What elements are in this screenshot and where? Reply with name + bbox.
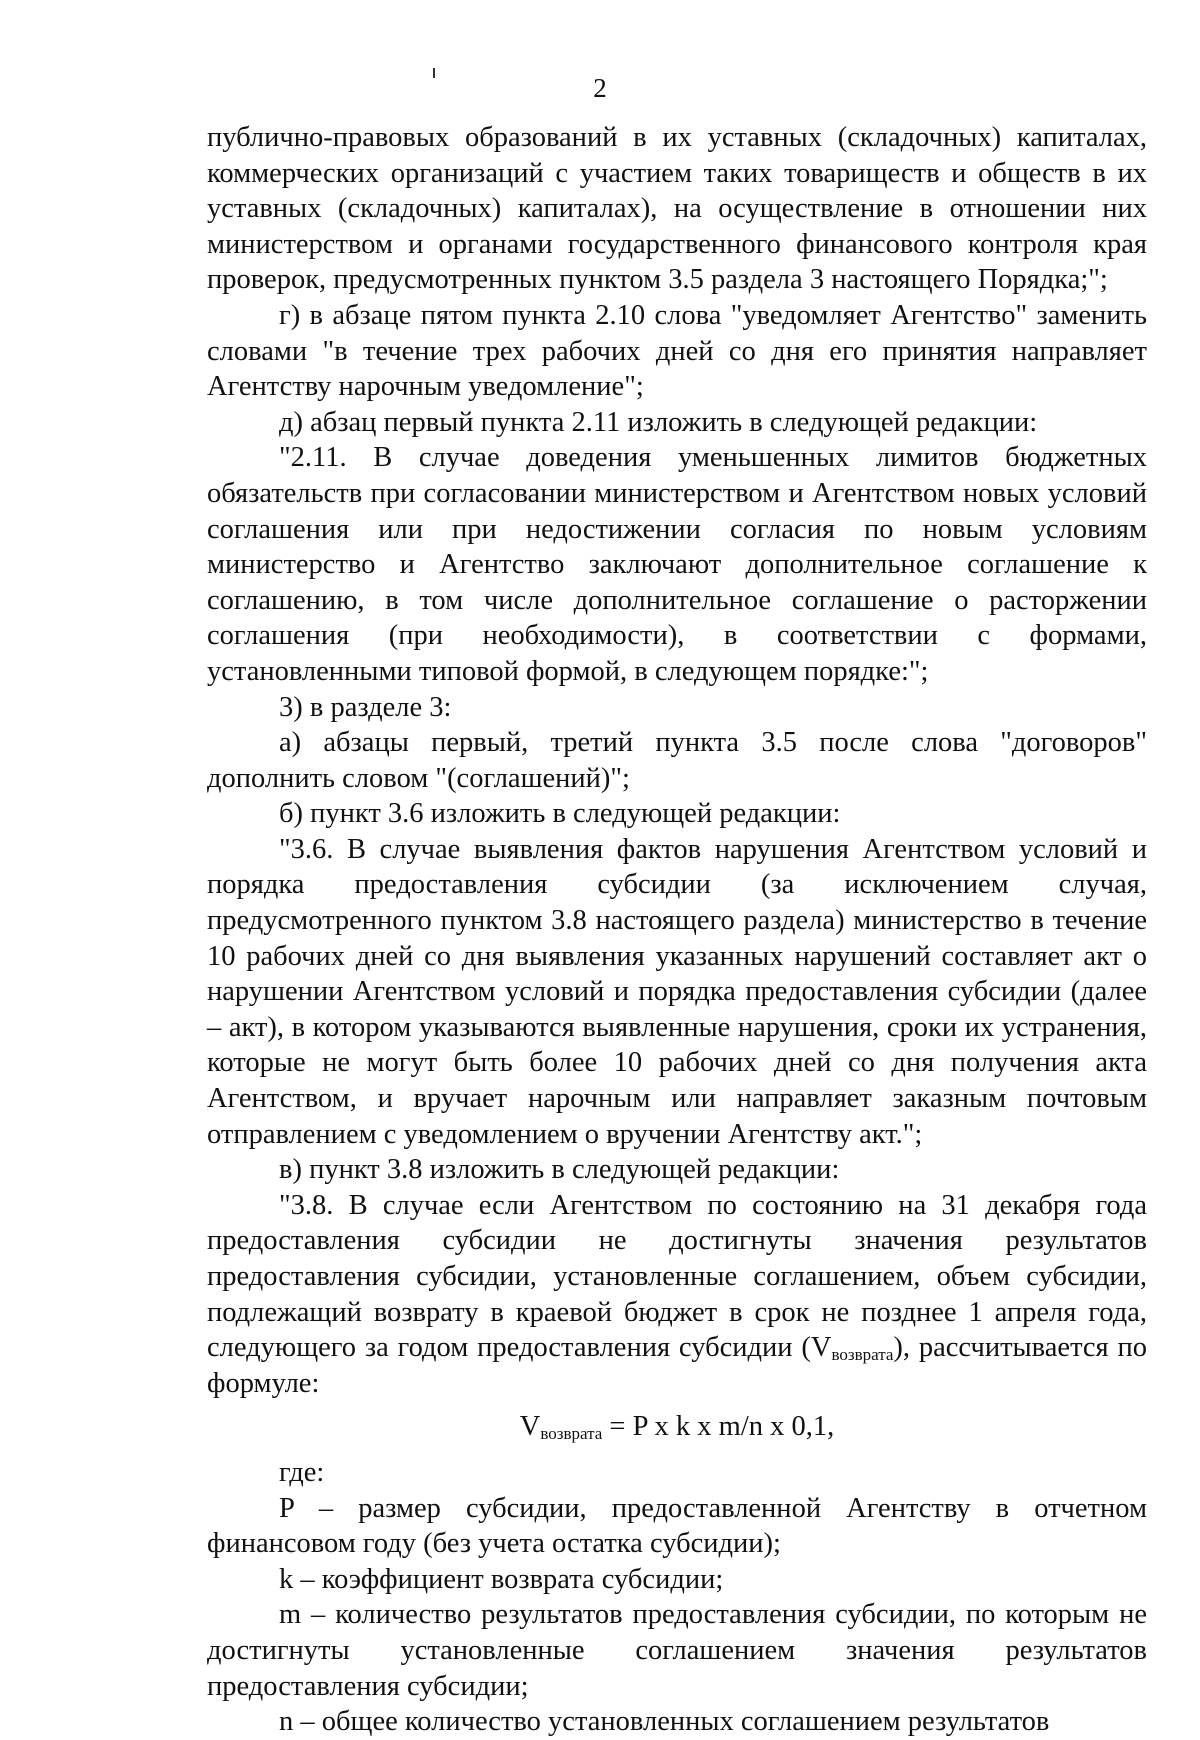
clause-3-8-subscript: возврата bbox=[831, 1345, 894, 1365]
paragraph-item-v: в) пункт 3.8 изложить в следующей редакции: bbox=[279, 1154, 840, 1186]
paragraph-item-d: д) абзац первый пункта 2.11 изложить в следующей редакции: bbox=[279, 406, 1038, 438]
paragraph-def-k: k – коэффициент возврата субсидии; bbox=[279, 1563, 724, 1595]
paragraph-item-g: г) в абзаце пятом пункта 2.10 слова "уведомляет Агентство" заменить словами "в течение трех рабочих дней со дня его принятия направляет Агентству нарочным уведомление"; bbox=[207, 299, 1147, 403]
paragraph-item-b: б) пункт 3.6 изложить в следующей редакции: bbox=[279, 798, 841, 830]
paragraph-section-3: 3) в разделе 3: bbox=[279, 691, 452, 723]
clause-3-8-text: "3.8. В случае если Агентством по состоянию на 31 декабря года предоставления субсидии не достигнуты значения результатов предоставления субсидии, установленные соглашением, объем субсидии, подлежащий возврату в краевой бюджет в срок не позднее 1 апреля года, следующего за годом предоставления субсидии (V bbox=[207, 1189, 1147, 1364]
paragraph-where: где: bbox=[279, 1456, 325, 1488]
clause-3-8-text-end: ), рассчитывается по формуле: bbox=[207, 1332, 1147, 1399]
paragraph-clause-2-11: "2.11. В случае доведения уменьшенных лимитов бюджетных обязательств при согласовании министерством и Агентством новых условий соглашения или при недостижении согласия по новым условиям министерство и Агентство заключают дополнительное соглашение к соглашению, в том числе дополнительное соглашение о расторжении соглашения (при необходимости), в соответствии с формами, установленными типовой формой, в следующем порядке:"; bbox=[207, 442, 1147, 687]
formula-expression: = P x k x m/n x 0,1, bbox=[602, 1411, 835, 1443]
paragraph-continuation: публично-правовых образований в их уставных (складочных) капиталах, коммерческих организаций с участием таких товариществ и обществ в их уставных (складочных) капиталах), на осуществление в отношении них министерством и органами государственного финансового контроля края проверок, предусмотренных пунктом 3.5 раздела 3 настоящего Порядка;"; bbox=[207, 122, 1147, 296]
formula bbox=[207, 1409, 1147, 1445]
paragraph-clause-3-8 bbox=[207, 1188, 1147, 1402]
document-body bbox=[207, 120, 1147, 1740]
paragraph-clause-3-6: "3.6. В случае выявления фактов нарушения Агентством условий и порядка предоставления субсидии (за исключением случая, предусмотренного пунктом 3.8 настоящего раздела) министерство в течение 10 рабочих дней со дня выявления указанных нарушений составляет акт о нарушении Агентством условий и порядка предоставления субсидии (далее – акт), в котором указываются выявленные нарушения, сроки их устранения, которые не могут быть более 10 рабочих дней со дня получения акта Агентством, и вручает нарочным или направляет заказным почтовым отправлением с уведомлением о вручении Агентству акт."; bbox=[207, 833, 1147, 1150]
paragraph-def-p: P – размер субсидии, предоставленной Агентству в отчетном финансовом году (без учета остатка субсидии); bbox=[207, 1492, 1147, 1560]
paragraph-def-m: m – количество результатов предоставления субсидии, по которым не достигнуты установленные соглашением значения результатов предоставления субсидии; bbox=[207, 1599, 1147, 1702]
formula-subscript: возврата bbox=[540, 1424, 603, 1444]
formula-variable: V bbox=[519, 1411, 541, 1443]
paragraph-def-n: n – общее количество установленных соглашением результатов bbox=[279, 1706, 1050, 1738]
page-number: 2 bbox=[593, 73, 607, 103]
paragraph-item-a: а) абзацы первый, третий пункта 3.5 после слова "договоров" дополнить словом "(соглашений)"; bbox=[207, 727, 1147, 794]
